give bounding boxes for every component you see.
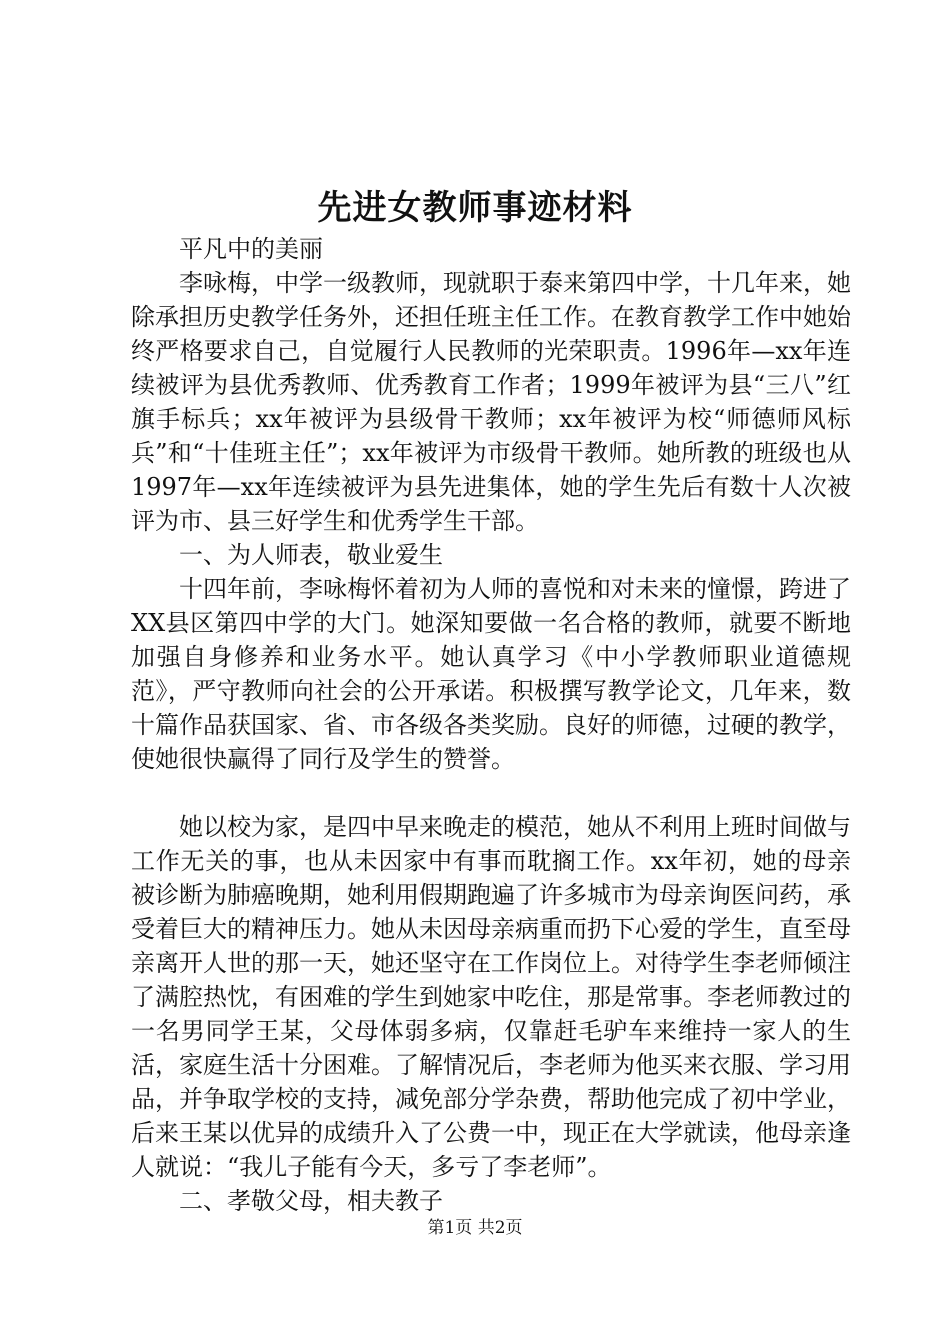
section-1-paragraph-1: 十四年前，李咏梅怀着初为人师的喜悦和对未来的憧憬，跨进了XX县区第四中学的大门。她深知要做一名合格的教师，就要不断地加强自身修养和业务水平。她认真学习《中小学教师职业道德规范》，严守教师向社会的公开承诺。积极撰写教学论文，几年来，数十篇作品获国家、省、市各级各类奖励。良好的师德，过硬的教学，使她很快赢得了同行及学生的赞誉。 bbox=[131, 575, 851, 773]
section-heading-2: 二、孝敬父母，相夫教子 bbox=[179, 1187, 443, 1215]
section-1-paragraph-2: 她以校为家，是四中早来晚走的模范，她从不利用上班时间做与工作无关的事，也从未因家中有事而耽搁工作。xx年初，她的母亲被诊断为肺癌晚期，她利用假期跑遍了许多城市为母亲询医问药，承受着巨大的精神压力。她从未因母亲病重而扔下心爱的学生，直至母亲离开人世的那一天，她还坚守在工作岗位上。对待学生李老师倾注了满腔热忱，有困难的学生到她家中吃住，那是常事。李老师教过的一名男同学王某，父母体弱多病，仅靠赶毛驴车来维持一家人的生活，家庭生活十分困难。了解情况后，李老师为他买来衣服、学习用品，并争取学校的支持，减免部分学杂费，帮助他完成了初中学业，后来王某以优异的成绩升入了公费一中，现正在大学就读，他母亲逢人就说：“我儿子能有今天，多亏了李老师”。 bbox=[131, 813, 851, 1181]
section-heading-1: 一、为人师表，敬业爱生 bbox=[179, 541, 443, 569]
page-footer: 第1页 共2页 bbox=[427, 1218, 523, 1238]
subtitle-paragraph: 平凡中的美丽 bbox=[179, 235, 323, 263]
document-title: 先进女教师事迹材料 bbox=[317, 188, 633, 228]
document-body bbox=[131, 232, 851, 1218]
intro-paragraph: 李咏梅，中学一级教师，现就职于泰来第四中学，十几年来，她除承担历史教学任务外，还担任班主任工作。在教育教学工作中她始终严格要求自己，自觉履行人民教师的光荣职责。1996年—xx年连续被评为县优秀教师、优秀教育工作者；1999年被评为县“三八”红旗手标兵；xx年被评为县级骨干教师；xx年被评为校“师德师风标兵”和“十佳班主任”；xx年被评为市级骨干教师。她所教的班级也从1997年—xx年连续被评为县先进集体，她的学生先后有数十人次被评为市、县三好学生和优秀学生干部。 bbox=[131, 269, 851, 535]
